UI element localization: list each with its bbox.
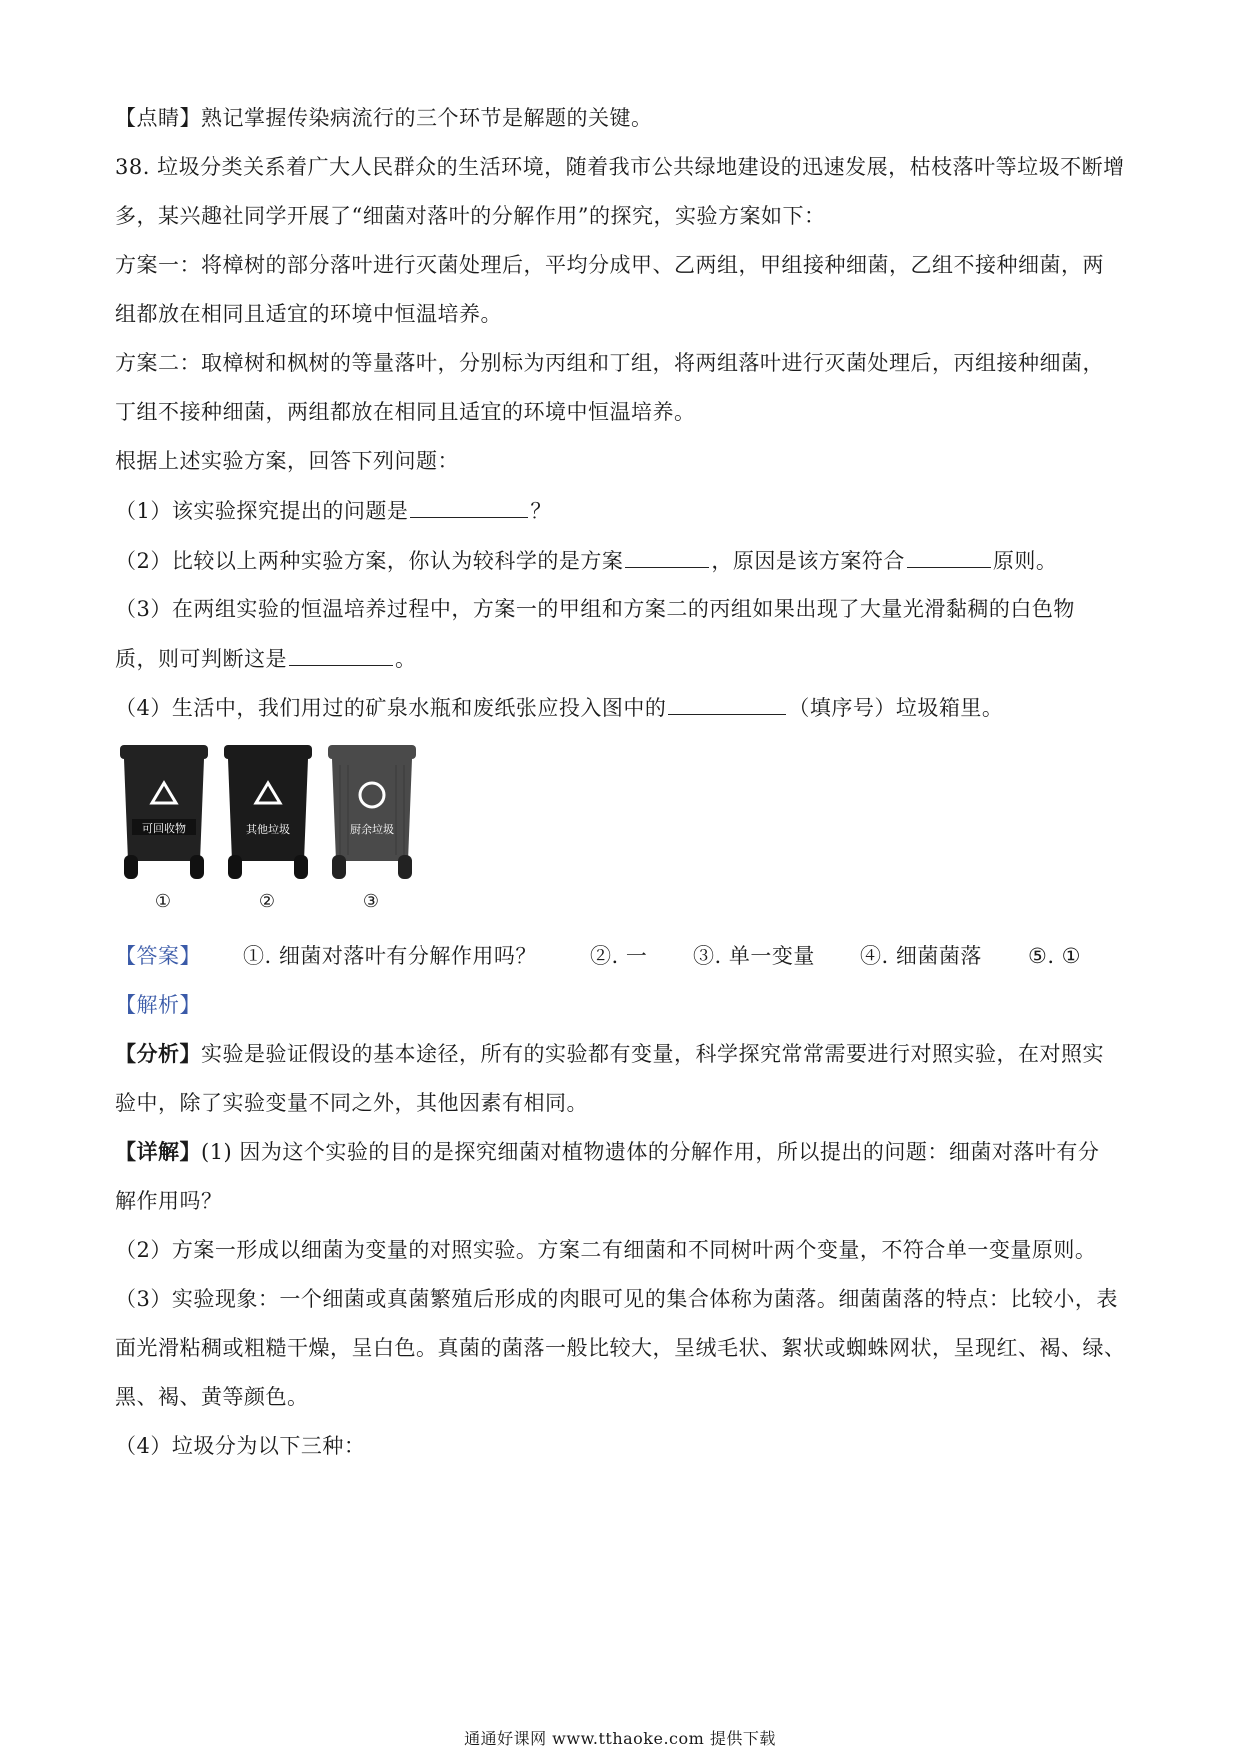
dianjing-note: 【点睛】熟记掌握传染病流行的三个环节是解题的关键。 <box>115 106 653 130</box>
answer-blank-2[interactable] <box>625 545 709 568</box>
analysis-tag: 【分析】 <box>115 1041 201 1066</box>
answer-item-1: ①. 细菌对落叶有分解作用吗？ <box>243 944 537 968</box>
q2-text: （2）比较以上两种实验方案，你认为较科学的是方案 <box>115 549 624 573</box>
other-waste-bin <box>222 743 314 912</box>
plan1-line1: 方案一：将樟树的部分落叶进行灭菌处理后，平均分成甲、乙两组，甲组接种细菌，乙组不接种细菌，两 <box>115 253 1104 277</box>
bin-label-kitchen: 厨余垃圾 <box>350 823 394 836</box>
q2-end: 原则。 <box>992 549 1058 573</box>
subquestion-3-line1: （3）在两组实验的恒温培养过程中，方案一的甲组和方案二的丙组如果出现了大量光滑黏稠的白色物 <box>115 597 1075 621</box>
trash-bins-figure <box>118 743 428 913</box>
q2-middle: ，原因是该方案符合 <box>711 549 905 573</box>
bin-label-other: 其他垃圾 <box>246 823 290 836</box>
q1-end: ？ <box>530 499 552 523</box>
detail-point-2: （2）方案一形成以细菌为变量的对照实验。方案二有细菌和不同树叶两个变量，不符合单一变量原则。 <box>115 1238 1097 1262</box>
jiexi-tag: 【解析】 <box>115 993 201 1017</box>
question-stem-line2: 多，某兴趣社同学开展了“细菌对落叶的分解作用”的探究，实验方案如下： <box>115 204 826 228</box>
question-stem-line1: 38. 垃圾分类关系着广大人民群众的生活环境，随着我市公共绿地建设的迅速发展，枯枝落叶等垃圾不断增 <box>115 155 1125 179</box>
q4-text: （4）生活中，我们用过的矿泉水瓶和废纸张应投入图中的 <box>115 696 667 720</box>
detail-text: (1) 因为这个实验的目的是探究细菌对植物遗体的分解作用，所以提出的问题：细菌对落叶有分 <box>201 1140 1100 1164</box>
answer-blank-4[interactable] <box>289 643 393 666</box>
answer-tag: 【答案】 <box>115 944 201 968</box>
subquestion-1 <box>115 495 552 526</box>
recycle-icon <box>222 743 314 883</box>
answer-item-4: ④. 细菌菌落 <box>860 944 982 968</box>
bin-number-1: ① <box>154 891 172 912</box>
q3-end: 。 <box>395 647 417 671</box>
bin-label-recyclable: 可回收物 <box>142 822 186 835</box>
answer-item-2: ②. 一 <box>590 944 648 968</box>
detail-line1 <box>115 1137 1099 1167</box>
subquestion-2 <box>115 545 1057 576</box>
subquestion-4 <box>115 692 1003 723</box>
answer-blank-3[interactable] <box>907 545 991 568</box>
analysis-text: 实验是验证假设的基本途径，所有的实验都有变量，科学探究常常需要进行对照实验，在对照实 <box>201 1042 1104 1066</box>
q4-end: （填序号）垃圾箱里。 <box>788 696 1004 720</box>
kitchen-waste-bin <box>326 743 418 912</box>
detail-point-4: （4）垃圾分为以下三种： <box>115 1434 366 1458</box>
recyclable-bin <box>118 743 210 912</box>
prompt-line: 根据上述实验方案，回答下列问题： <box>115 449 459 473</box>
q1-text: （1）该实验探究提出的问题是 <box>115 499 409 523</box>
subquestion-3-line2 <box>115 643 417 674</box>
detail-tag: 【详解】 <box>115 1139 201 1164</box>
detail-line2: 解作用吗？ <box>115 1189 223 1213</box>
detail-point-3-line2: 面光滑粘稠或粗糙干燥，呈白色。真菌的菌落一般比较大，呈绒毛状、絮状或蜘蛛网状，呈现红、褐、绿、 <box>115 1336 1126 1360</box>
plan2-line1: 方案二：取樟树和枫树的等量落叶，分别标为丙组和丁组，将两组落叶进行灭菌处理后，丙组接种细菌， <box>115 351 1104 375</box>
q3-text: 质，则可判断这是 <box>115 647 287 671</box>
analysis-line1 <box>115 1039 1104 1069</box>
analysis-line2: 验中，除了实验变量不同之外，其他因素有相同。 <box>115 1091 588 1115</box>
answer-blank-1[interactable] <box>410 495 528 518</box>
answer-item-3: ③. 单一变量 <box>693 944 815 968</box>
plan2-line2: 丁组不接种细菌，两组都放在相同且适宜的环境中恒温培养。 <box>115 400 696 424</box>
detail-point-3-line3: 黑、褐、黄等颜色。 <box>115 1385 309 1409</box>
answer-row <box>115 941 1115 971</box>
recycle-bin-icon <box>118 743 210 883</box>
food-waste-icon <box>326 743 418 883</box>
footer-source: 通通好课网 www.tthaoke.com 提供下载 <box>464 1729 776 1748</box>
plan1-line2: 组都放在相同且适宜的环境中恒温培养。 <box>115 302 502 326</box>
bin-number-3: ③ <box>362 891 380 912</box>
detail-point-3-line1: （3）实验现象：一个细菌或真菌繁殖后形成的肉眼可见的集合体称为菌落。细菌菌落的特点：比较小，表 <box>115 1287 1118 1311</box>
bin-number-2: ② <box>258 891 276 912</box>
answer-blank-5[interactable] <box>668 692 786 715</box>
answer-item-5: ⑤. ① <box>1028 944 1082 968</box>
